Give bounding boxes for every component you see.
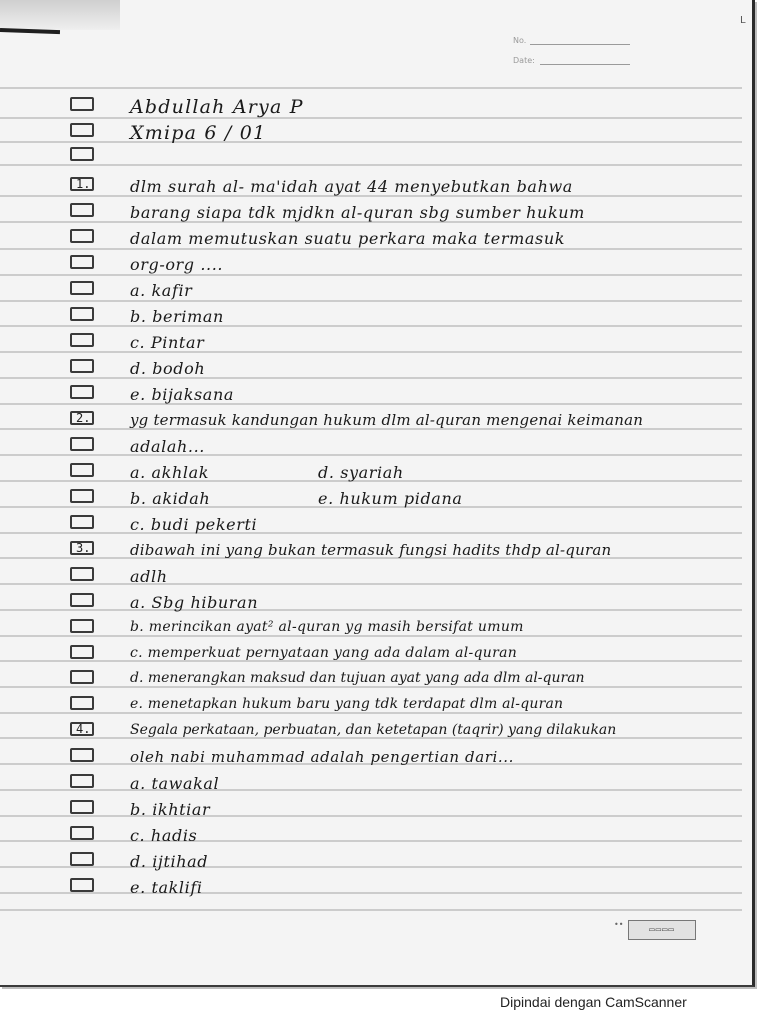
checkbox bbox=[70, 878, 94, 892]
question-text-line: barang siapa tdk mjdkn al-quran sbg sumber hukum bbox=[130, 203, 585, 222]
checkbox bbox=[70, 281, 94, 295]
date-label: Date: bbox=[513, 56, 535, 65]
checkbox bbox=[70, 463, 94, 477]
question-text-line: dlm surah al- ma'idah ayat 44 menyebutkan bahwa bbox=[130, 177, 573, 196]
question-text-line: dalam memutuskan suatu perkara maka termasuk bbox=[130, 229, 566, 248]
notebook-brand-logo: ▭▭▭▭ bbox=[628, 920, 696, 940]
answer-option: c. memperkuat pernyataan yang ada dalam al-quran bbox=[130, 645, 518, 661]
answer-option: d. syariah bbox=[318, 463, 404, 482]
camscanner-watermark: Dipindai dengan CamScanner bbox=[500, 994, 687, 1010]
question-number: 2. bbox=[76, 411, 91, 425]
student-name: Abdullah Arya P bbox=[130, 96, 304, 118]
checkbox bbox=[70, 229, 94, 243]
answer-option: d. bodoh bbox=[130, 359, 206, 378]
checkbox bbox=[70, 203, 94, 217]
checkbox bbox=[70, 852, 94, 866]
answer-option: a. kafir bbox=[130, 281, 193, 300]
checkbox bbox=[70, 619, 94, 633]
checkbox bbox=[70, 670, 94, 684]
question-text-line: oleh nabi muhammad adalah pengertian dari... bbox=[130, 748, 515, 766]
answer-option: b. ikhtiar bbox=[130, 800, 211, 819]
checkbox bbox=[70, 567, 94, 581]
checkbox bbox=[70, 515, 94, 529]
question-text-line: org-org .... bbox=[130, 255, 224, 274]
question-text-line: Segala perkataan, perbuatan, dan ketetapan (taqrir) yang dilakukan bbox=[130, 722, 617, 738]
answer-option: e. hukum pidana bbox=[318, 489, 463, 508]
answer-option: e. taklifi bbox=[130, 878, 203, 897]
question-number: 1. bbox=[76, 177, 91, 191]
answer-option: a. akhlak bbox=[130, 463, 210, 482]
question-text-line: yg termasuk kandungan hukum dlm al-quran mengenai keimanan bbox=[130, 411, 644, 429]
answer-option: a. Sbg hiburan bbox=[130, 593, 259, 612]
checkbox bbox=[70, 385, 94, 399]
checkbox bbox=[70, 696, 94, 710]
checkbox bbox=[70, 645, 94, 659]
answer-option: b. akidah bbox=[130, 489, 211, 508]
answer-option: c. Pintar bbox=[130, 333, 205, 352]
checkbox bbox=[70, 97, 94, 111]
checkbox bbox=[70, 748, 94, 762]
question-number: 4. bbox=[76, 722, 91, 736]
answer-option: c. budi pekerti bbox=[130, 515, 258, 534]
question-text-line: adalah... bbox=[130, 437, 205, 456]
question-text-line: dibawah ini yang bukan termasuk fungsi hadits thdp al-quran bbox=[130, 541, 612, 559]
answer-option: c. hadis bbox=[130, 826, 198, 845]
checkbox bbox=[70, 255, 94, 269]
checkbox bbox=[70, 593, 94, 607]
checkbox bbox=[70, 826, 94, 840]
checkbox bbox=[70, 333, 94, 347]
corner-mark: L bbox=[740, 15, 746, 26]
checkbox bbox=[70, 123, 94, 137]
answer-option: e. menetapkan hukum baru yang tdk terdapat dlm al-quran bbox=[130, 696, 564, 712]
checkbox bbox=[70, 359, 94, 373]
brand-dots: •• bbox=[614, 920, 624, 929]
question-number: 3. bbox=[76, 541, 91, 555]
question-text-line: adlh bbox=[130, 567, 168, 586]
checkbox bbox=[70, 800, 94, 814]
answer-option: d. ijtihad bbox=[130, 852, 209, 871]
checkbox bbox=[70, 437, 94, 451]
student-class: Xmipa 6 / 01 bbox=[130, 122, 267, 144]
checkbox bbox=[70, 147, 94, 161]
checkbox bbox=[70, 774, 94, 788]
checkbox bbox=[70, 489, 94, 503]
answer-option: b. beriman bbox=[130, 307, 224, 326]
answer-option: a. tawakal bbox=[130, 774, 220, 793]
no-label: No. bbox=[513, 36, 527, 45]
checkbox bbox=[70, 307, 94, 321]
answer-option: b. merincikan ayat² al-quran yg masih bersifat umum bbox=[130, 619, 524, 635]
answer-option: d. menerangkan maksud dan tujuan ayat yang ada dlm al-quran bbox=[130, 670, 585, 686]
answer-option: e. bijaksana bbox=[130, 385, 234, 404]
